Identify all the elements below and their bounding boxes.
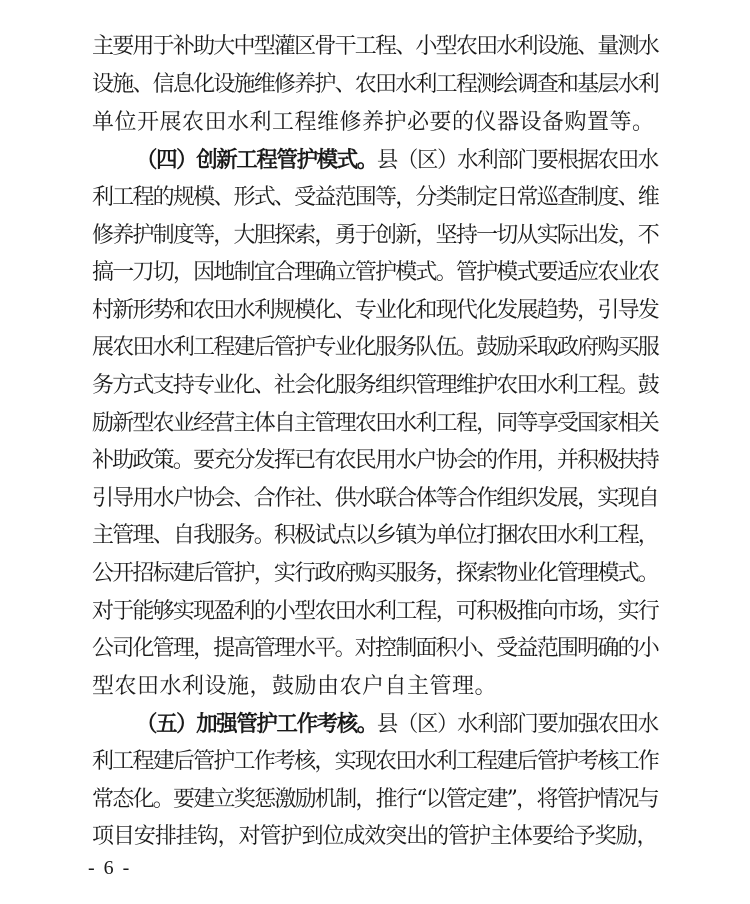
paragraph-2-line-13: 对于能够实现盈利的小型农田水利工程，可积极推向市场，实行 xyxy=(92,599,659,624)
paragraph-2-line-9: 补助政策。要充分发挥已有农民用水户协会的作用，并积极扶持 xyxy=(92,448,659,473)
section-heading-4: （四）创新工程管护模式。 xyxy=(136,147,377,173)
paragraph-2-line-6: 展农田水利工程建后管护专业化服务队伍。鼓励采取政府购买服 xyxy=(92,335,659,360)
paragraph-2-line-1 xyxy=(136,145,658,175)
paragraph-1-line-2: 设施、信息化设施维修养护、农田水利工程测绘调查和基层水利 xyxy=(92,72,659,97)
paragraph-2-line-3: 修养护制度等，大胆探索，勇于创新，坚持一切从实际出发，不 xyxy=(92,223,659,248)
paragraph-3-line-2: 利工程建后管护工作考核，实现农田水利工程建后管护考核工作 xyxy=(92,749,659,774)
paragraph-2-line-2: 利工程的规模、形式、受益范围等，分类制定日常巡查制度、维 xyxy=(92,185,659,210)
paragraph-2-line-4: 搞一刀切，因地制宜合理确立管护模式。管护模式要适应农业农 xyxy=(92,260,659,285)
paragraph-3-line-1-text: 县（区）水利部门要加强农田水 xyxy=(376,712,658,737)
paragraph-3-line-1 xyxy=(136,709,658,739)
paragraph-2-line-12: 公开招标建后管护，实行政府购买服务，探索物业化管理模式。 xyxy=(92,561,659,586)
paragraph-2-line-8: 励新型农业经营主体自主管理农田水利工程，同等享受国家相关 xyxy=(92,411,659,436)
paragraph-2-line-14: 公司化管理，提高管理水平。对控制面积小、受益范围明确的小 xyxy=(92,636,659,661)
paragraph-3-line-3: 常态化。要建立奖惩激励机制，推行“以管定建”，将管护情况与 xyxy=(92,787,658,812)
paragraph-3-line-4: 项目安排挂钩，对管护到位成效突出的管护主体要给予奖励， xyxy=(92,824,658,849)
paragraph-2-line-10: 引导用水户协会、合作社、供水联合体等合作组织发展，实现自 xyxy=(92,486,659,511)
paragraph-2-line-1-text: 县（区）水利部门要根据农田水 xyxy=(376,148,658,173)
paragraph-1-line-3: 单位开展农田水利工程维修养护必要的仪器设备购置等。 xyxy=(92,110,655,135)
paragraph-2-line-15: 型农田水利设施，鼓励由农户自主管理。 xyxy=(92,674,498,699)
paragraph-2-line-11: 主管理、自我服务。积极试点以乡镇为单位打捆农田水利工程， xyxy=(92,523,659,548)
section-heading-5: （五）加强管护工作考核。 xyxy=(136,711,377,737)
paragraph-2-line-7: 务方式支持专业化、社会化服务组织管理维护农田水利工程。鼓 xyxy=(92,373,659,398)
paragraph-2-line-5: 村新形势和农田水利规模化、专业化和现代化发展趋势，引导发 xyxy=(92,298,659,323)
page-number: - 6 - xyxy=(88,857,132,879)
paragraph-1-line-1: 主要用于补助大中型灌区骨干工程、小型农田水利设施、量测水 xyxy=(92,34,659,59)
